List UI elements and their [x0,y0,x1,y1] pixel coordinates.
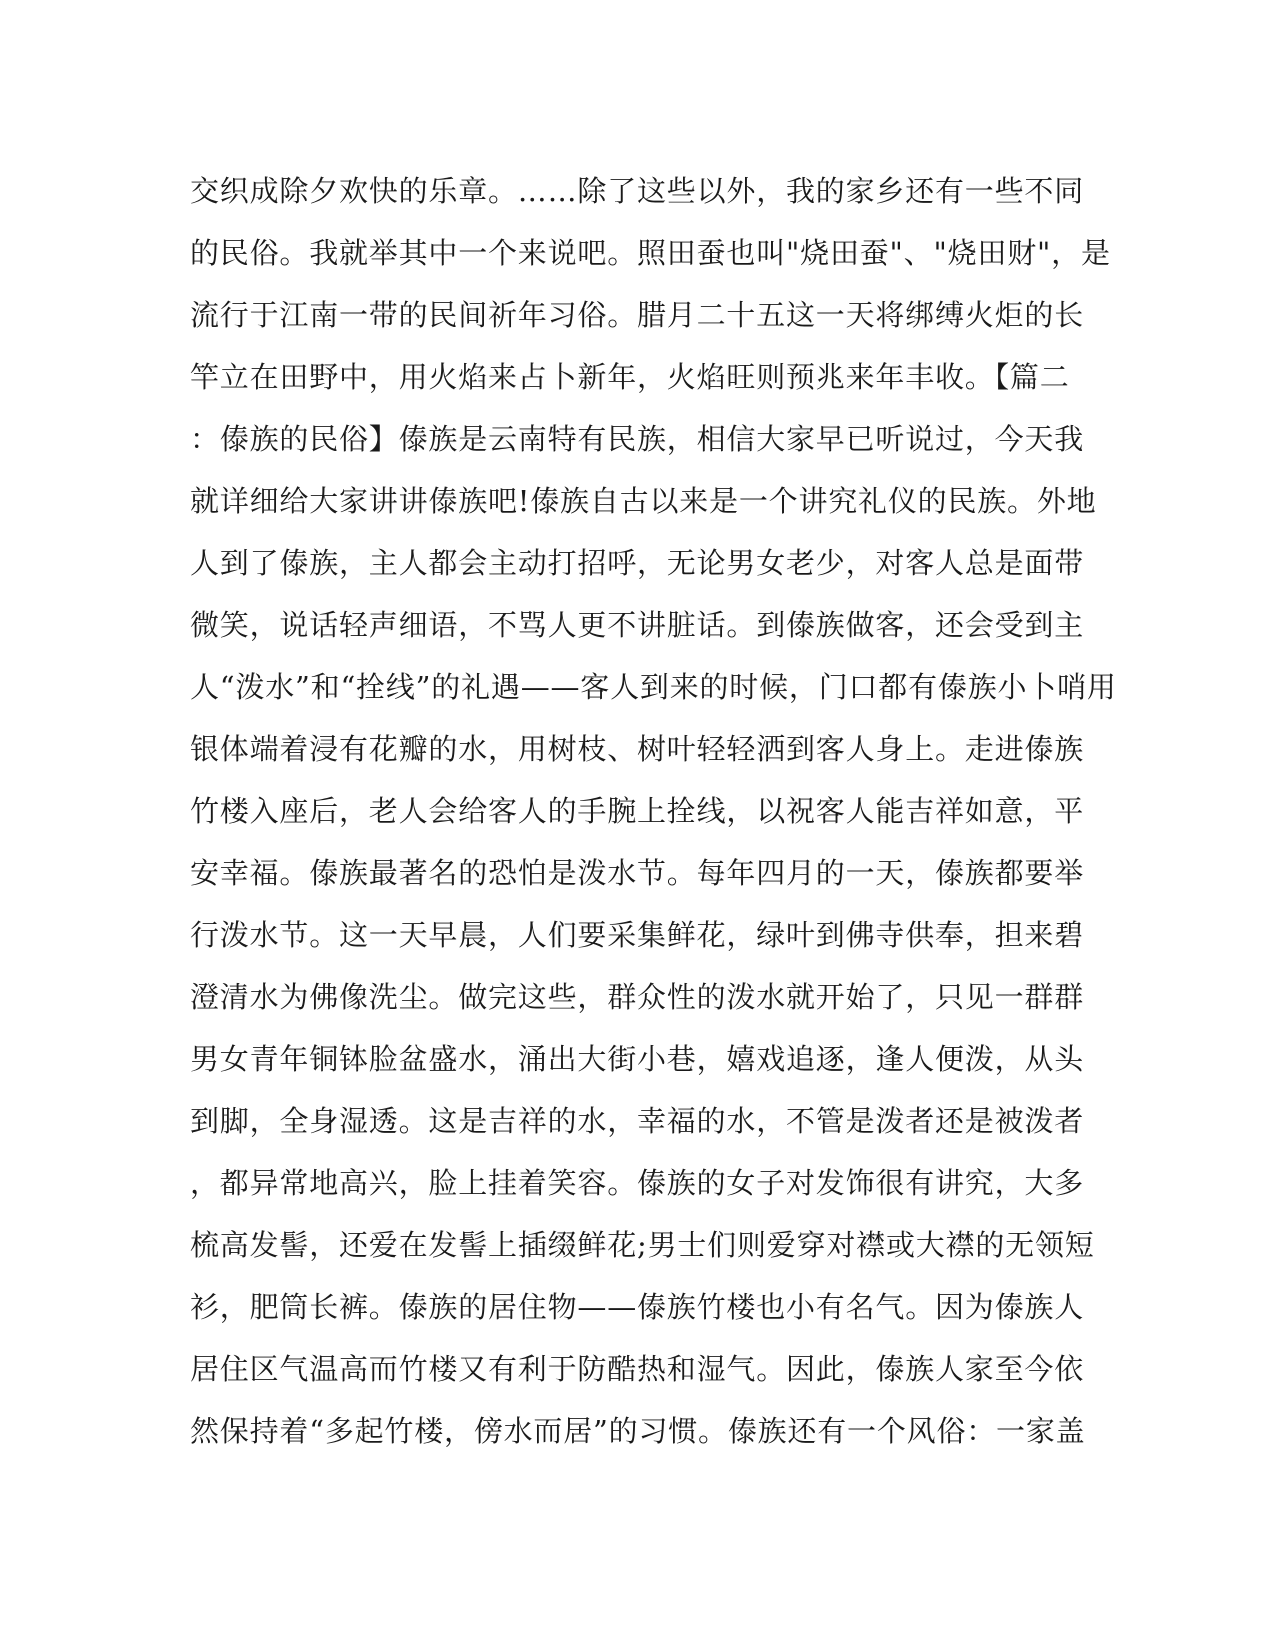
text-line: 男女青年铜钵脸盆盛水，涌出大街小巷，嬉戏追逐，逢人便泼，从头 [190,1042,1085,1076]
text-line: 行泼水节。这一天早晨，人们要采集鲜花，绿叶到佛寺供奉，担来碧 [190,918,1085,952]
text-line: 竹楼入座后，老人会给客人的手腕上拴线，以祝客人能吉祥如意，平 [190,794,1085,828]
text-line: 就详细给大家讲讲傣族吧!傣族自古以来是一个讲究礼仪的民族。外地 [190,484,1097,518]
text-line: 安幸福。傣族最著名的恐怕是泼水节。每年四月的一天，傣族都要举 [190,856,1085,890]
text-line: 的民俗。我就举其中一个来说吧。照田蚕也叫"烧田蚕"、"烧田财"，是 [190,236,1111,270]
text-line: 微笑，说话轻声细语，不骂人更不讲脏话。到傣族做客，还会受到主 [190,608,1085,642]
text-line: 到脚，全身湿透。这是吉祥的水，幸福的水，不管是泼者还是被泼者 [190,1104,1085,1138]
text-line: ：傣族的民俗】傣族是云南特有民族，相信大家早已听说过，今天我 [190,422,1085,456]
text-line: 居住区气温高而竹楼又有利于防酷热和湿气。因此，傣族人家至今依 [190,1352,1085,1386]
text-line: 衫，肥筒长裤。傣族的居住物——傣族竹楼也小有名气。因为傣族人 [190,1290,1085,1324]
text-line: 交织成除夕欢快的乐章。……除了这些以外，我的家乡还有一些不同 [190,174,1085,208]
text-line: 流行于江南一带的民间祈年习俗。腊月二十五这一天将绑缚火炬的长 [190,298,1085,332]
text-line: 澄清水为佛像洗尘。做完这些，群众性的泼水就开始了，只见一群群 [190,980,1085,1014]
text-line: 然保持着“多起竹楼，傍水而居”的习惯。傣族还有一个风俗：一家盖 [190,1414,1086,1448]
body-text [190,160,1117,1462]
text-line: 人到了傣族，主人都会主动打招呼，无论男女老少，对客人总是面带 [190,546,1085,580]
text-line: ，都异常地高兴，脸上挂着笑容。傣族的女子对发饰很有讲究，大多 [190,1166,1085,1200]
text-line: 银体端着浸有花瓣的水，用树枝、树叶轻轻洒到客人身上。走进傣族 [190,732,1085,766]
text-line: 竿立在田野中，用火焰来占卜新年，火焰旺则预兆来年丰收。【篇二 [190,360,1070,394]
text-line: 梳高发髻，还爱在发髻上插缀鲜花;男士们则爱穿对襟或大襟的无领短 [190,1228,1095,1262]
text-line: 人“泼水”和“拴线”的礼遇——客人到来的时候，门口都有傣族小卜哨用 [190,670,1117,704]
